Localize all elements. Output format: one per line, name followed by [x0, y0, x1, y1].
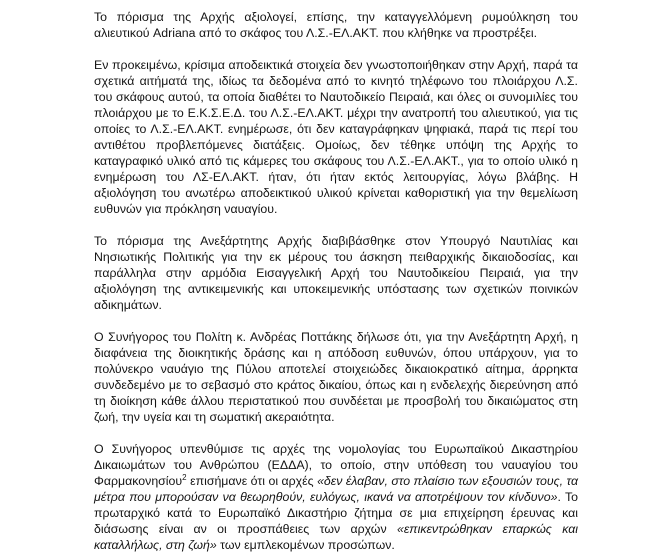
echr-quote-life: «επικεντρώθηκαν επαρκώς και καταλλήλως, στη ζωή»	[94, 522, 578, 552]
echr-text-mid: επισήμανε ότι οι αρχές	[186, 474, 318, 488]
echr-quote-measures: «δεν έλαβαν, στο πλαίσιο των εξουσιών τους, τα μέτρα που μπορούσαν να θεωρηθούν, ευλόγως, ικανά να αποτρέψουν τον κίνδυνο»	[94, 474, 578, 504]
footnote-marker: 2	[182, 472, 187, 482]
echr-text-end: των εμπλεκομένων προσώπων.	[216, 538, 395, 552]
echr-text-primary-issue: . Το πρωταρχικό κατά το Ευρωπαϊκό Δικαστήριο ζήτημα σε μια επιχείρηση έρευνας και διάσωσης είναι αν οι προσπάθειες των αρχών	[94, 490, 578, 536]
paragraph-forwarding: Το πόρισμα της Ανεξάρτητης Αρχής διαβιβάσθηκε στον Υπουργό Ναυτιλίας και Νησιωτικής Πολιτικής για την εκ μέρους του άσκηση πειθαρχικής δικαιοδοσίας, και παράλληλα στην αρμόδια Εισαγγελική Αρχή του Ναυτοδικείου Πειραιά, για την αξιολόγηση της αντικειμενικής και υποκειμενικής υπόστασης των σχετικών ποινικών αδικημάτων.	[94, 234, 578, 312]
paragraph-evidence: Εν προκειμένω, κρίσιμα αποδεικτικά στοιχεία δεν γνωστοποιήθηκαν στην Αρχή, παρά τα σχετικά αιτήματά της, ιδίως τα δεδομένα από το κινητό τηλέφωνο του πλοιάρχου Λ.Σ. του σκάφους αυτού, τα οποία διαθέτει το Ναυτοδικείο Πειραιά, και όλες οι συνομιλίες του πλοιάρχου με το Ε.Κ.Σ.Ε.Δ. του Λ.Σ.-ΕΛ.ΑΚΤ. μέχρι την ανατροπή του αλιευτικού, για τις οποίες το Λ.Σ.-ΕΛ.ΑΚΤ. ενημέρωσε, ότι δεν καταγράφηκαν ψηφιακά, παρά τις περί του αντιθέτου προβλεπόμενες διατάξεις. Ομοίως, δεν τέθηκε υπόψη της Αρχής το καταγραφικό υλικό από τις κάμερες του σκάφους του Λ.Σ.-ΕΛ.ΑΚΤ., για το οποίο υλικό η ενημέρωση του ΛΣ-ΕΛ.ΑΚΤ. ήταν, ότι ήταν εκτός λειτουργίας, λόγω βλάβης. Η αξιολόγηση του ανωτέρω αποδεικτικού υλικού κρίνεται καθοριστική για την θεμελίωση ευθυνών για πρόκληση ναυαγίου.	[94, 58, 578, 216]
echr-text-start: Ο Συνήγορος υπενθύμισε τις αρχές της νομολογίας του Ευρωπαϊκού Δικαστηρίου Δικαιωμάτων του Ανθρώπου (ΕΔΔΑ), το οποίο, στην υπόθεση του ναυαγίου του Φαρμακονησίου	[94, 442, 578, 488]
document-page	[94, 9, 578, 553]
paragraph-towing-finding: Το πόρισμα της Αρχής αξιολογεί, επίσης, την καταγγελλόμενη ρυμούλκηση του αλιευτικού Adriana από το σκάφος του Λ.Σ.-ΕΛ.ΑΚΤ. που κλήθηκε να προστρέξει.	[94, 10, 578, 40]
paragraph-ombudsman-statement: Ο Συνήγορος του Πολίτη κ. Ανδρέας Ποττάκης δήλωσε ότι, για την Ανεξάρτητη Αρχή, η διαφάνεια της διοικητικής δράσης και η απόδοση ευθυνών, όπου υπάρχουν, για το πολύνεκρο ναυάγιο της Πύλου αποτελεί στοιχειώδες δικαιοκρατικό αίτημα, άρρηκτα συνδεδεμένο με το σεβασμό στο κράτος δικαίου, όπως και η ενδελεχής διερεύνηση από τη διοίκηση κάθε άλλου περιστατικού που συνδέεται με προσβολή του δικαιώματος στη ζωή, την υγεία και τη σωματική ακεραιότητα.	[94, 330, 578, 424]
paragraph-echr-case-law	[94, 441, 578, 553]
